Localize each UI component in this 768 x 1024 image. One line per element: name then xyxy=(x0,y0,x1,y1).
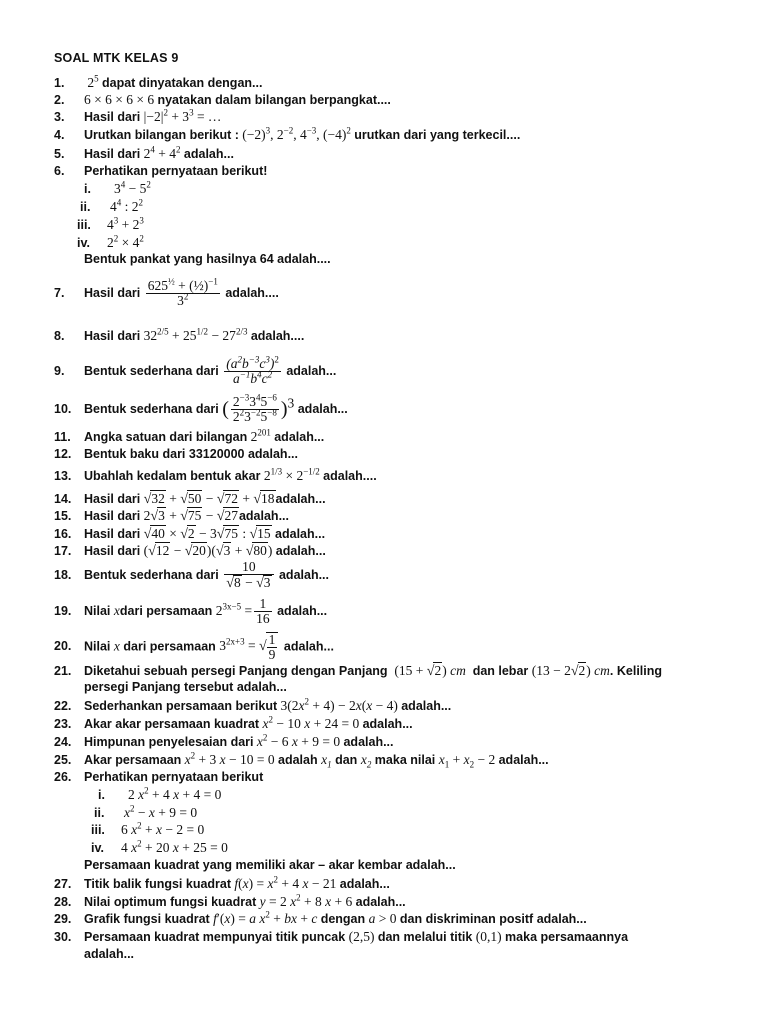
question-23: 23. Akar akar persamaan kuadrat $x^2 - 10$ x + 24 = 0 adalah... xyxy=(54,714,413,731)
question-18: 18. Bentuk sederhana dari $\frac{10}{√8 - √3}$ adalah... xyxy=(54,559,330,591)
question-5: 5. Hasil dari $2^4 + 4^2$ adalah... xyxy=(54,144,234,161)
q6-item-ii: ii. $4^4$ : $2^2$ xyxy=(80,197,144,214)
math-expression: √40 × √2 − 3√75 : √15 xyxy=(143,526,271,542)
question-8: 8. Hasil dari $32^{2/5} + 25^{1/2} - 27^{2/3}$ adalah.... xyxy=(54,326,305,343)
question-21-line2: persegi Panjang tersebut adalah... xyxy=(84,680,287,694)
question-7: 7. Hasil dari $\frac{625^{\frac{1}{2}} + (\frac{1}{2})^{-1}}{3^2}$ adalah.... xyxy=(54,276,279,308)
q26-item-i: i. 2 $x^2 + 4$ x + 4 = 0 xyxy=(98,785,222,802)
question-14: 14. Hasil dari √32 + √50 − √72 + √18adalah... xyxy=(54,491,326,507)
q26-item-ii: ii. $x^2 - x + 9 = 0$ xyxy=(94,803,198,820)
q6-item-iii: iii. $4^3 + 2^3$ xyxy=(77,215,144,232)
question-19: 19. Nilai xdari persamaan $2^{3x-5}$ = $\frac{1}{16}$ adalah... xyxy=(54,596,328,626)
question-17: 17. Hasil dari (√12 − √20)(√3 + √80) adalah... xyxy=(54,543,326,559)
question-24: 24. Himpunan penyelesaian dari $x^2 - 6$ x + 9 = 0 adalah... xyxy=(54,732,394,749)
math-expression: (√12 − √20)(√3 + √80) xyxy=(140,543,276,559)
q6-tail: Bentuk pankat yang hasilnya 64 adalah.... xyxy=(84,252,331,266)
q26-item-iv: iv. 4 $x^2 + 20$ x + 25 = 0 xyxy=(91,838,228,855)
question-28: 28. Nilai optimum fungsi kuadrat y = 2 $x^2 + 8$ x + 6 adalah... xyxy=(54,892,406,909)
question-4: 4. Urutkan bilangan berikut : $(-2)^3$, $2^{-2}$, $4^{-3}$, $(-4)^2$ urutkan dari yang terkecil.... xyxy=(54,125,521,142)
math-expression: y = 2 $x^2 + 8$ x + 6 xyxy=(259,892,356,909)
question-22: 22. Sederhankan persamaan berikut $3(2x^2 + 4) - 2x(x - 4)$ adalah... xyxy=(54,696,452,713)
fraction: $\frac{(a^2b^{-3}c^3)^2}{a^{-1}b^4c^2}$ xyxy=(226,354,279,386)
page-title: SOAL MTK KELAS 9 xyxy=(54,51,179,65)
question-3: 3. Hasil dari $|-2|^2 + 3^3$ = … xyxy=(54,107,222,124)
question-25: 25. Akar persamaan $x^2 + 3$ x − 10 = 0 adalah $x_1$ dan $x_2$ maka nilai $x_1 + x_2 - 2$ adalah... xyxy=(54,750,549,770)
q26-tail: Persamaan kuadrat yang memiliki akar – akar kembar adalah... xyxy=(84,858,456,872)
fraction: $\frac{1}{16}$ xyxy=(256,596,270,626)
question-12: 12. Bentuk baku dari 33120000 adalah... xyxy=(54,447,298,461)
q26-item-iii: iii. 6 $x^2 + x - 2 = 0$ xyxy=(91,820,205,837)
question-6: 6. Perhatikan pernyataan berikut! xyxy=(54,164,268,178)
math-expression: $(-2)^3$, $2^{-2}$, $4^{-3}$, $(-4)^2$ xyxy=(238,125,351,142)
math-expression: $|-2|^2 + 3^3$ = … xyxy=(140,107,222,124)
math-expression: $x^2 - 10$ x + 24 = 0 xyxy=(262,714,363,731)
fraction: $\frac{1}{9}$ xyxy=(266,632,279,662)
question-15: 15. Hasil dari 2√3 + √75 − √27adalah... xyxy=(54,508,289,524)
math-expression: $2^{1/3} \times 2^{-1/2}$ xyxy=(260,466,320,483)
question-20: 20. Nilai x dari persamaan $3^{2x+3}$ = √ $\frac{1}{9}$ adalah... xyxy=(54,632,334,662)
math-expression: $2^5$ xyxy=(84,73,99,90)
math-expression: $3(2x^2 + 4) - 2x(x - 4)$ xyxy=(277,696,402,713)
math-expression: $2^4 + 4^2$ xyxy=(140,144,181,161)
question-9: 9. Bentuk sederhana dari $\frac{(a^2b^{-3}c^3)^2}{a^{-1}b^4c^2}$ adalah... xyxy=(54,354,337,386)
math-expression: 6 × 6 × 6 × 6 xyxy=(84,92,158,107)
question-2: 2. 6 × 6 × 6 × 6 nyatakan dalam bilangan berpangkat.... xyxy=(54,92,391,107)
fraction: $\frac{10}{√8 - √3}$ xyxy=(224,560,273,591)
math-expression: √32 + √50 − √72 + √18 xyxy=(143,491,275,507)
question-26: 26. Perhatikan pernyataan berikut xyxy=(54,770,264,784)
q6-item-iv: iv. $2^2 \times 4^2$ xyxy=(77,233,144,250)
math-expression: 2√3 + √75 − √27 xyxy=(140,508,238,524)
q6-item-i: i. $3^4 - 5^2$ xyxy=(84,179,151,196)
question-16: 16. Hasil dari √40 × √2 − 3√75 : √15 adalah... xyxy=(54,526,326,542)
math-expression: $2^{201}$ xyxy=(247,427,271,444)
question-30-line2: adalah... xyxy=(84,947,135,961)
math-expression: $f(x) = x^2 + 4$ x − 21 xyxy=(234,874,340,891)
question-11: 11. Angka satuan dari bilangan $2^{201}$ adalah... xyxy=(54,427,325,444)
math-expression: $32^{2/5} + 25^{1/2} - 27^{2/3}$ xyxy=(140,326,248,343)
question-30: 30. Persamaan kuadrat mempunyai titik puncak (2,5) dan melalui titik (0,1) maka persamaannya xyxy=(54,929,629,944)
math-expression: $x^2 - 6$ x + 9 = 0 xyxy=(256,732,344,749)
question-10: 10. Bentuk sederhana dari ( $\frac{2^{-3}3^45^{-6}}{2^23^{-2}5^{-8}}$ )$^3$ adalah... xyxy=(54,392,348,424)
question-29: 29. Grafik fungsi kuadrat f′(x) = a $x^2$ + bx + c dengan a > 0 dan diskriminan positf adalah... xyxy=(54,909,587,926)
question-13: 13. Ubahlah kedalam bentuk akar $2^{1/3} \times 2^{-1/2}$ adalah.... xyxy=(54,466,377,483)
question-1: 1. $2^5$ dapat dinyatakan dengan... xyxy=(54,73,263,90)
question-21: 21. Diketahui sebuah persegi Panjang dengan Panjang (15 + √2) cm dan lebar (13 − 2√2) cm. Keliling xyxy=(54,663,663,679)
fraction: $\frac{2^{-3}3^45^{-6}}{2^23^{-2}5^{-8}}$ xyxy=(232,392,277,424)
fraction: $\frac{625^{\frac{1}{2}} + (\frac{1}{2})^{-1}}{3^2}$ xyxy=(147,276,218,308)
question-27: 27. Titik balik fungsi kuadrat $f(x) = x^2 + 4$ x − 21 adalah... xyxy=(54,874,390,891)
